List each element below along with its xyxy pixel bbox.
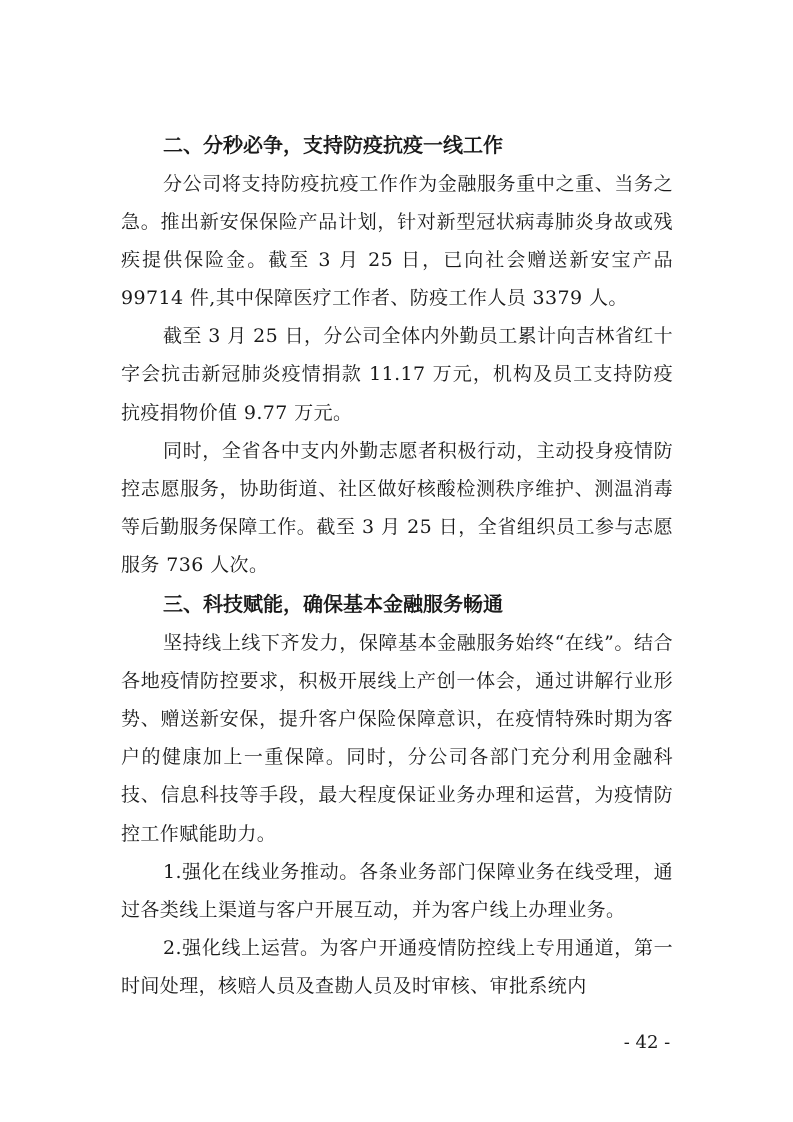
section-heading: 二、分秒必争，支持防疫抗疫一线工作: [163, 133, 503, 157]
paragraph: 坚持线上线下齐发力，保障基本金融服务始终“在线”。结合各地疫情防控要求，积极开展线上产创一体会，通过讲解行业形势、赠送新安保，提升客户保险保障意识，在疫情特殊时期为客户的健康加上一重保障。同时，分公司各部门充分利用金融科技、信息科技等手段，最大程度保证业务办理和运营，为疫情防控工作赋能助力。: [121, 632, 673, 845]
page-number: - 42 -: [623, 1032, 671, 1053]
paragraph: 2.强化线上运营。为客户开通疫情防控线上专用通道，第一时间处理，核赔人员及查勘人员及时审核、审批系统内: [121, 936, 673, 997]
paragraph: 分公司将支持防疫抗疫工作作为金融服务重中之重、当务之急。推出新安保保险产品计划，针对新型冠状病毒肺炎身故或残疾提供保险金。截至 3 月 25 日，已向社会赠送新安宝产品 99714 件,其中保障医疗工作者、防疫工作人员 3379 人。: [121, 173, 673, 310]
document-body: [121, 125, 673, 1005]
paragraph: 截至 3 月 25 日，分公司全体内外勤员工累计向吉林省红十字会抗击新冠肺炎疫情捐款 11.17 万元，机构及员工支持防疫抗疫捐物价值 9.77 万元。: [121, 325, 673, 424]
paragraph: 同时，全省各中支内外勤志愿者积极行动，主动投身疫情防控志愿服务，协助街道、社区做好核酸检测秩序维护、测温消毒等后勤服务保障工作。截至 3 月 25 日，全省组织员工参与志愿服务 736 人次。: [121, 439, 673, 576]
section-heading: 三、科技赋能，确保基本金融服务畅通: [163, 592, 503, 617]
paragraph: 1.强化在线业务推动。各条业务部门保障业务在线受理，通过各类线上渠道与客户开展互动，并为客户线上办理业务。: [121, 860, 673, 921]
